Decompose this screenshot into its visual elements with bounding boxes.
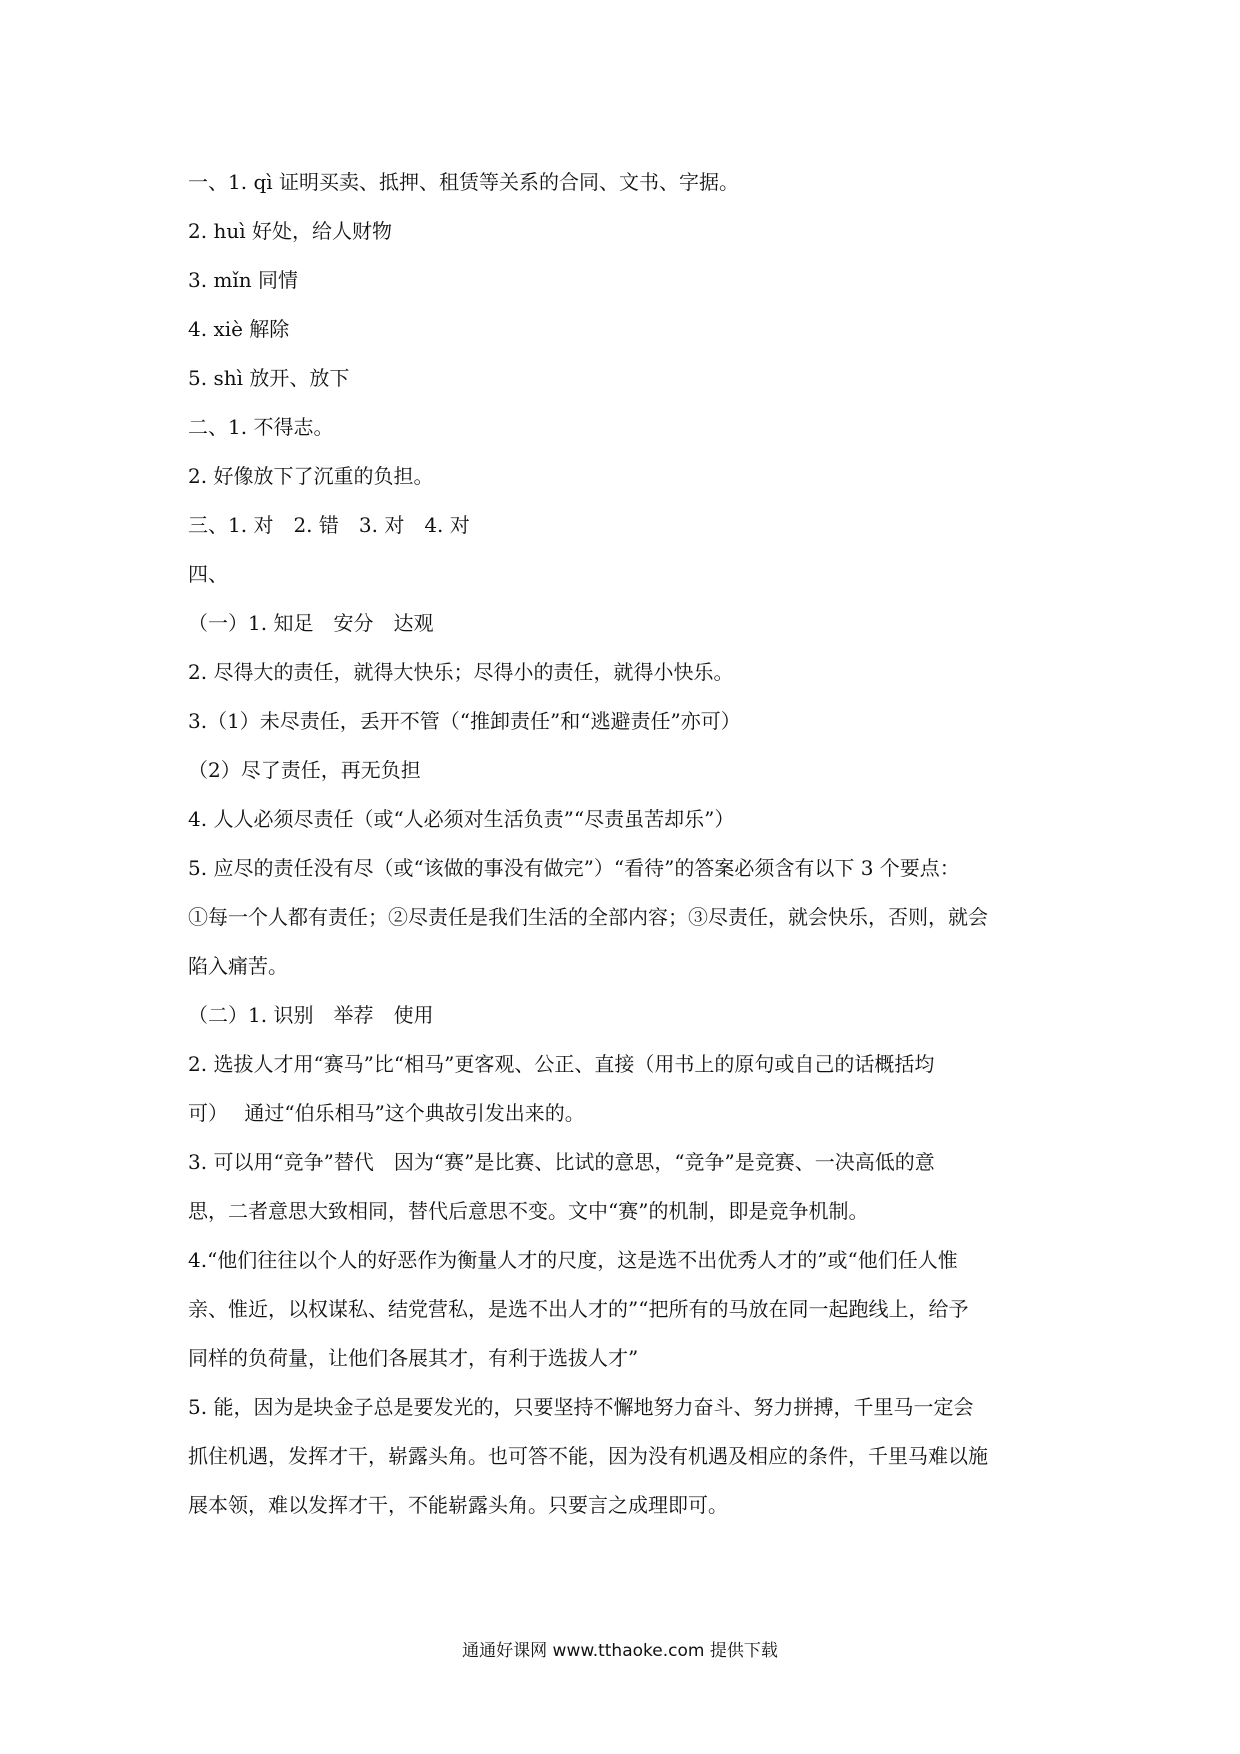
answer-line: 5. 应尽的责任没有尽（或“该做的事没有做完”）“看待”的答案必须含有以下 3 个要点：	[188, 856, 960, 880]
answer-line: （二）1. 识别 举荐 使用	[188, 1003, 434, 1027]
answer-line: 2. 选拔人才用“赛马”比“相马”更客观、公正、直接（用书上的原句或自己的话概括均	[188, 1052, 935, 1076]
answer-line: 2. 尽得大的责任，就得大快乐；尽得小的责任，就得小快乐。	[188, 660, 734, 684]
answer-line: 2. huì 好处，给人财物	[188, 219, 392, 243]
answer-text-block	[188, 158, 1068, 1530]
section-heading: 四、	[188, 562, 228, 586]
answer-line: 三、1. 对 2. 错 3. 对 4. 对	[188, 513, 470, 537]
answer-line: ①每一个人都有责任；②尽责任是我们生活的全部内容；③尽责任，就会快乐，否则，就会	[188, 905, 988, 929]
answer-line: 5. 能，因为是块金子总是要发光的，只要坚持不懈地努力奋斗、努力拼搏，千里马一定会	[188, 1395, 974, 1419]
answer-line: 3.（1）未尽责任，丢开不管（“推卸责任”和“逃避责任”亦可）	[188, 709, 741, 733]
answer-line: 5. shì 放开、放下	[188, 366, 350, 390]
answer-line: 3. 可以用“竞争”替代 因为“赛”是比赛、比试的意思，“竞争”是竞赛、一决高低的意	[188, 1150, 935, 1174]
answer-line: 同样的负荷量，让他们各展其才，有利于选拔人才”	[188, 1346, 639, 1370]
answer-line: 亲、惟近，以权谋私、结党营私，是选不出人才的”“把所有的马放在同一起跑线上，给予	[188, 1297, 969, 1321]
answer-line: 思，二者意思大致相同，替代后意思不变。文中“赛”的机制，即是竞争机制。	[188, 1199, 869, 1223]
answer-line: 陷入痛苦。	[188, 954, 288, 978]
answer-line: （2）尽了责任，再无负担	[188, 758, 421, 782]
answer-line: （一）1. 知足 安分 达观	[188, 611, 434, 635]
answer-line: 可） 通过“伯乐相马”这个典故引发出来的。	[188, 1101, 585, 1125]
answer-line: 3. mǐn 同情	[188, 268, 299, 292]
answer-line: 展本领，难以发挥才干，不能崭露头角。只要言之成理即可。	[188, 1493, 728, 1517]
answer-line: 抓住机遇，发挥才干，崭露头角。也可答不能，因为没有机遇及相应的条件，千里马难以施	[188, 1444, 988, 1468]
answer-line: 二、1. 不得志。	[188, 415, 334, 439]
answer-line: 4. 人人必须尽责任（或“人必须对生活负责”“尽责虽苦却乐”）	[188, 807, 735, 831]
answer-line: 一、1. qì 证明买卖、抵押、租赁等关系的合同、文书、字据。	[188, 170, 739, 194]
page-footer: 通通好课网 www.tthaoke.com 提供下载	[462, 1641, 778, 1661]
answer-line: 4. xiè 解除	[188, 317, 290, 341]
answer-line: 4.“他们往往以个人的好恶作为衡量人才的尺度，这是选不出优秀人才的”或“他们任人惟	[188, 1248, 958, 1272]
answer-line: 2. 好像放下了沉重的负担。	[188, 464, 434, 488]
